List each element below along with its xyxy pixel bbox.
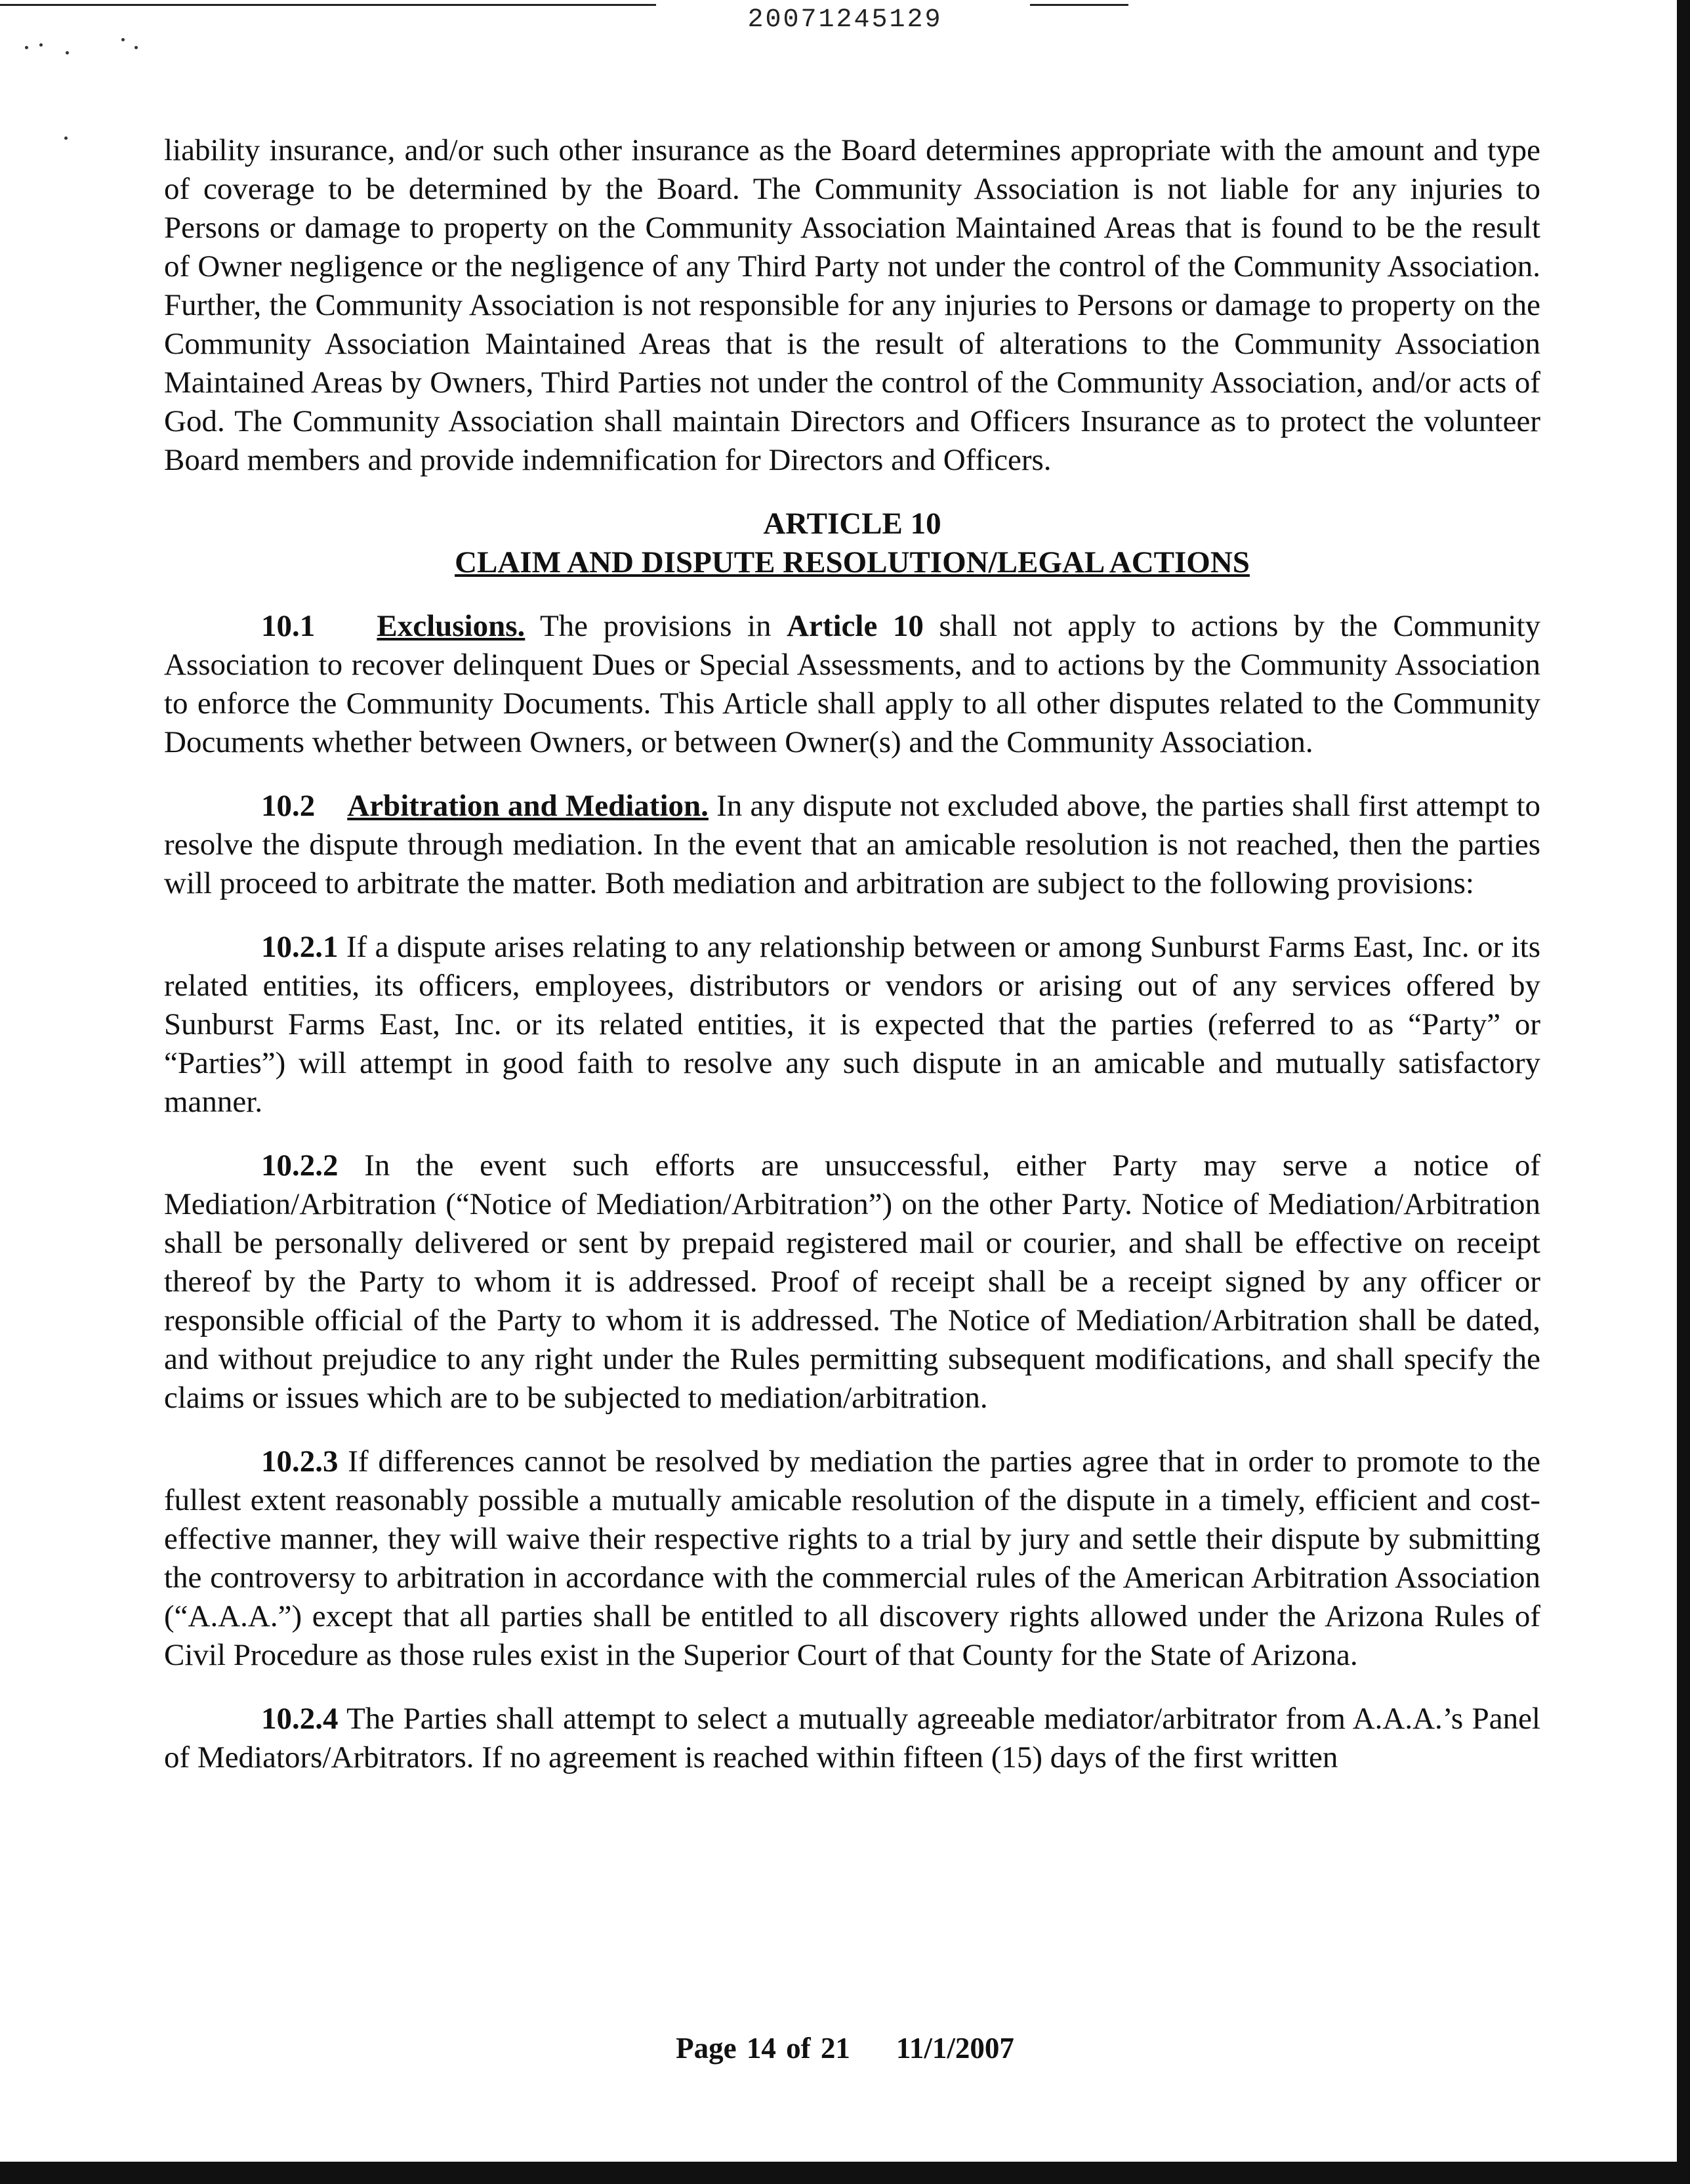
article-number: ARTICLE 10 — [763, 507, 941, 541]
section-text: The Parties shall attempt to select a mutually agreeable mediator/arbitrator from A.A.A.’s Panel of Mediators/Arbitrators. If no agreement is reached within fifteen (15) days of the first written — [164, 1702, 1540, 1774]
section-text: If differences cannot be resolved by mediation the parties agree that in order to promote to the fullest extent reasonably possible a mutually amicable resolution of the dispute in a timely, efficient and cost-effective manner, they will waive their respective rights to a trial by jury and settle their dispute by submitting the controversy to arbitration in accordance with the commercial rules of the American Arbitration Association (“A.A.A.”) except that all parties shall be entitled to all discovery rights allowed under the Arizona Rules of Civil Procedure as those rules exist in the Superior Court of that County for the State of Arizona. — [164, 1444, 1540, 1672]
section-10-2-1 — [164, 928, 1540, 1122]
section-10-2-4 — [164, 1700, 1540, 1777]
article-reference: Article 10 — [787, 609, 924, 643]
scan-right-edge — [1677, 0, 1690, 2184]
section-text: shall not apply to actions by the Community Association to recover delinquent Dues or Special Assessments, and to actions by the Community Association to enforce the Community Documents. This Article shall apply to all other disputes related to the Community Documents whether between Owners, or between Owner(s) and the Community Association. — [164, 609, 1540, 759]
scan-speck — [134, 46, 138, 49]
article-title: CLAIM AND DISPUTE RESOLUTION/LEGAL ACTIONS — [455, 545, 1250, 579]
section-title: Exclusions. — [377, 609, 526, 643]
scan-speck — [66, 51, 69, 54]
section-number: 10.2.1 — [261, 930, 339, 964]
document-body — [164, 131, 1540, 1802]
section-number: 10.2.2 — [261, 1148, 339, 1183]
section-number: 10.1 — [261, 609, 316, 643]
scan-speck — [121, 38, 125, 41]
scan-speck — [25, 46, 28, 49]
section-10-2-3 — [164, 1442, 1540, 1675]
recording-number: 20071245129 — [747, 5, 943, 35]
section-10-2 — [164, 787, 1540, 903]
section-number: 10.2.4 — [261, 1702, 339, 1736]
section-number: 10.2 — [261, 789, 316, 823]
intro-paragraph: liability insurance, and/or such other insurance as the Board determines appropriate with the amount and type of coverage to be determined by the Board. The Community Association is not liable for any injuries to Persons or damage to property on the Community Association Maintained Areas that is found to be the result of Owner negligence or the negligence of any Third Party not under the control of the Community Association. Further, the Community Association is not responsible for any injuries to Persons or damage to property on the Community Association Maintained Areas that is the result of alterations to the Community Association Maintained Areas by Owners, Third Parties not under the control of the Community Association, and/or acts of God. The Community Association shall maintain Directors and Officers Insurance as to protect the volunteer Board members and provide indemnification for Directors and Officers. — [164, 133, 1540, 477]
document-date: 11/1/2007 — [896, 2032, 1014, 2065]
section-10-1 — [164, 607, 1540, 762]
article-heading — [164, 505, 1540, 582]
page-number: Page 14 of 21 — [676, 2032, 850, 2065]
section-text: If a dispute arises relating to any relationship between or among Sunburst Farms East, Inc. or its related entities, its officers, employees, distributors or vendors or arising out of any services offered by Sunburst Farms East, Inc. or its related entities, it is expected that the parties (referred to as “Party” or “Parties”) will attempt in good faith to resolve any such dispute in an amicable and mutually satisfactory manner. — [164, 930, 1540, 1119]
section-text: In any dispute not excluded above, the parties shall first attempt to resolve the dispute through mediation. In the event that an amicable resolution is not reached, then the parties will proceed to arbitrate the matter. Both mediation and arbitration are subject to the following provisions: — [164, 789, 1541, 900]
section-text: In the event such efforts are unsuccessful, either Party may serve a notice of Mediation/Arbitration (“Notice of Mediation/Arbitration”) on the other Party. Notice of Mediation/Arbitration shall be personally delivered or sent by prepaid registered mail or courier, and shall be effective on receipt thereof by the Party to whom it is addressed. Proof of receipt shall be a receipt signed by any officer or responsible official of the Party to whom it is addressed. The Notice of Mediation/Arbitration shall be dated, and without prejudice to any right under the Rules permitting subsequent modifications, and shall specify the claims or issues which are to be subjected to mediation/arbitration. — [164, 1148, 1540, 1415]
section-number: 10.2.3 — [261, 1444, 339, 1479]
section-title: Arbitration and Mediation. — [347, 789, 709, 823]
section-10-2-2 — [164, 1146, 1540, 1418]
section-text: The provisions in — [525, 609, 787, 643]
page-footer — [0, 2031, 1690, 2065]
scan-speck — [39, 43, 43, 47]
scan-bottom-bar — [0, 2162, 1690, 2184]
scan-speck — [64, 136, 68, 140]
